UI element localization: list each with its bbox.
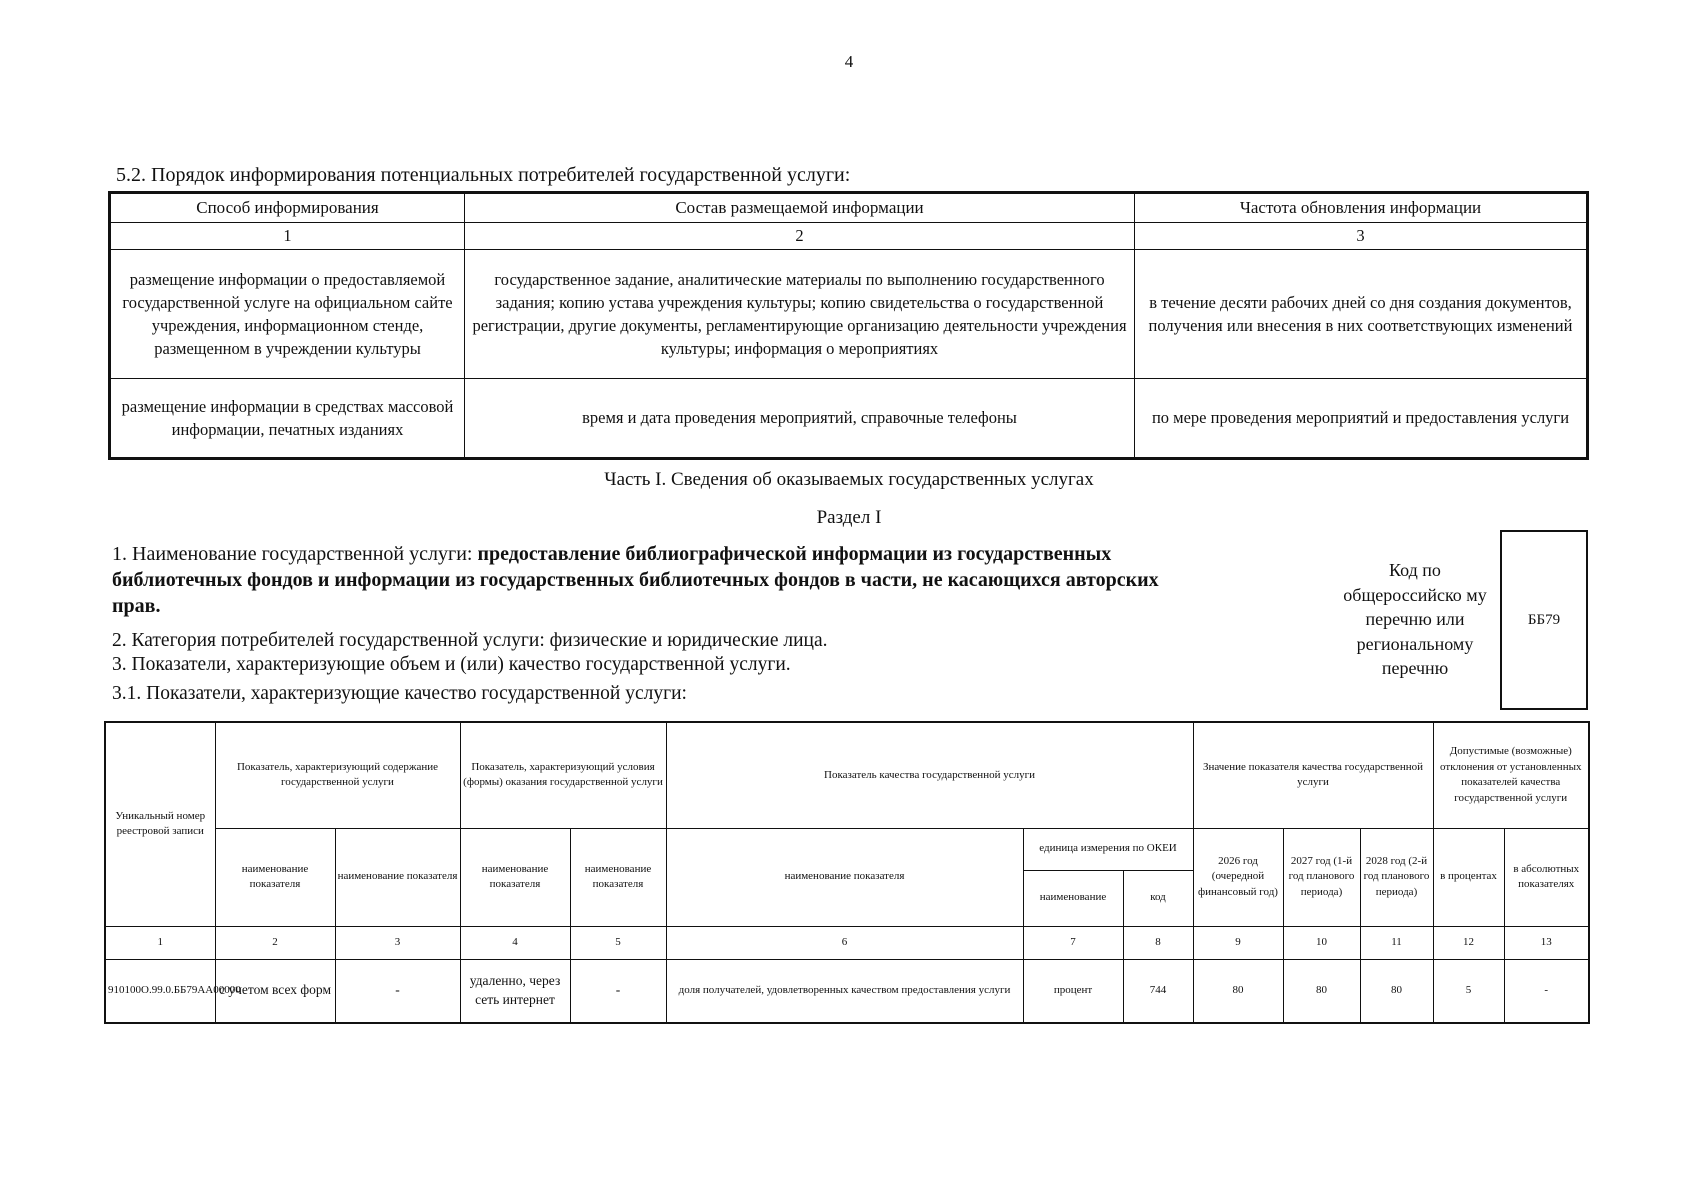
header-name-indicator: наименование показателя	[215, 828, 335, 926]
column-number: 10	[1283, 926, 1360, 959]
column-number: 12	[1433, 926, 1504, 959]
column-number: 2	[465, 223, 1135, 250]
part-title: Часть I. Сведения об оказываемых государственных услугах	[604, 469, 1094, 490]
row-method: размещение информации о предоставляемой государственной услуге на официальном сайте учреждения, информационном стенде, размещенном в учреждении культуры	[110, 250, 465, 379]
header-unit-code: код	[1123, 870, 1193, 926]
header-frequency: Частота обновления информации	[1135, 193, 1588, 223]
service-name-value: предоставление библиографической информации из государственных библиотечных фондов и информации из государственных библиотечных фондов в части, не касающихся авторских прав.	[112, 543, 1159, 617]
content-indicator-1: с учетом всех форм	[215, 959, 335, 1023]
table-row	[105, 959, 1589, 1023]
column-number: 2	[215, 926, 335, 959]
row-method: размещение информации в средствах массовой информации, печатных изданиях	[110, 379, 465, 459]
column-number: 4	[460, 926, 570, 959]
page-number: 4	[844, 52, 854, 71]
row-frequency: в течение десяти рабочих дней со дня создания документов, получения или внесения в них соответствующих изменений	[1135, 250, 1588, 379]
header-content: Состав размещаемой информации	[465, 193, 1135, 223]
column-number: 7	[1023, 926, 1123, 959]
consumer-category: 2. Категория потребителей государственной услуги: физические и юридические лица.	[112, 630, 828, 651]
service-name	[112, 541, 1172, 619]
section-title: Раздел I	[816, 507, 882, 528]
row-frequency: по мере проведения мероприятий и предоставления услуги	[1135, 379, 1588, 459]
column-number: 3	[335, 926, 460, 959]
column-number: 5	[570, 926, 666, 959]
quality-table	[104, 721, 1590, 1024]
header-unit-name: наименование	[1023, 870, 1123, 926]
quality-indicator-name: доля получателей, удовлетворенных качеством предоставления услуги	[666, 959, 1023, 1023]
header-2026: 2026 год (очередной финансовый год)	[1193, 828, 1283, 926]
information-table	[108, 191, 1589, 460]
column-number: 1	[105, 926, 215, 959]
section-5-2-title: 5.2. Порядок информирования потенциальных потребителей государственной услуги:	[116, 164, 851, 186]
row-content: время и дата проведения мероприятий, справочные телефоны	[465, 379, 1135, 459]
header-indicator-value: Значение показателя качества государственной услуги	[1193, 722, 1433, 828]
content-indicator-2: -	[335, 959, 460, 1023]
header-absolute: в абсолютных показателях	[1504, 828, 1589, 926]
header-2027: 2027 год (1-й год планового периода)	[1283, 828, 1360, 926]
header-method: Способ информирования	[110, 193, 465, 223]
header-unique-number: Уникальный номер реестровой записи	[105, 722, 215, 926]
header-percent: в процентах	[1433, 828, 1504, 926]
condition-indicator-1: удаленно, через сеть интернет	[460, 959, 570, 1023]
code-label: Код по общероссийско му перечню или региональному перечню	[1343, 560, 1487, 678]
row-content: государственное задание, аналитические материалы по выполнению государственного задания; копию устава учреждения культуры; копию свидетельства о государственной регистрации, другие документы, регламентирующие организацию деятельности учреждения культуры; информация о мероприятиях	[465, 250, 1135, 379]
code-value: ББ79	[1527, 611, 1561, 628]
column-number: 8	[1123, 926, 1193, 959]
unit-code: 744	[1123, 959, 1193, 1023]
column-number: 13	[1504, 926, 1589, 959]
header-2028: 2028 год (2-й год планового периода)	[1360, 828, 1433, 926]
value-2026: 80	[1193, 959, 1283, 1023]
column-number: 1	[110, 223, 465, 250]
indicators-heading: 3. Показатели, характеризующие объем и (или) качество государственной услуги.	[112, 654, 791, 675]
header-unit: единица измерения по ОКЕИ	[1023, 828, 1193, 870]
quality-indicators-heading: 3.1. Показатели, характеризующие качество государственной услуги:	[112, 683, 687, 704]
header-name-indicator: наименование показателя	[335, 828, 460, 926]
header-quality-indicator: Показатель качества государственной услуги	[666, 722, 1193, 828]
condition-indicator-2: -	[570, 959, 666, 1023]
code-value-box	[1500, 530, 1588, 710]
value-2027: 80	[1283, 959, 1360, 1023]
registry-number: 910100О.99.0.ББ79АА00000	[105, 959, 215, 1023]
header-conditions-indicator: Показатель, характеризующий условия (формы) оказания государственной услуги	[460, 722, 666, 828]
header-indicator-name: наименование показателя	[666, 828, 1023, 926]
column-number: 3	[1135, 223, 1588, 250]
deviation-absolute: -	[1504, 959, 1589, 1023]
header-content-indicator: Показатель, характеризующий содержание государственной услуги	[215, 722, 460, 828]
header-name-indicator: наименование показателя	[570, 828, 666, 926]
value-2028: 80	[1360, 959, 1433, 1023]
service-name-prefix: 1. Наименование государственной услуги:	[112, 543, 478, 565]
column-number: 9	[1193, 926, 1283, 959]
header-deviation: Допустимые (возможные) отклонения от установленных показателей качества государственной услуги	[1433, 722, 1589, 828]
header-name-indicator: наименование показателя	[460, 828, 570, 926]
unit-name: процент	[1023, 959, 1123, 1023]
column-number: 11	[1360, 926, 1433, 959]
column-number: 6	[666, 926, 1023, 959]
deviation-percent: 5	[1433, 959, 1504, 1023]
